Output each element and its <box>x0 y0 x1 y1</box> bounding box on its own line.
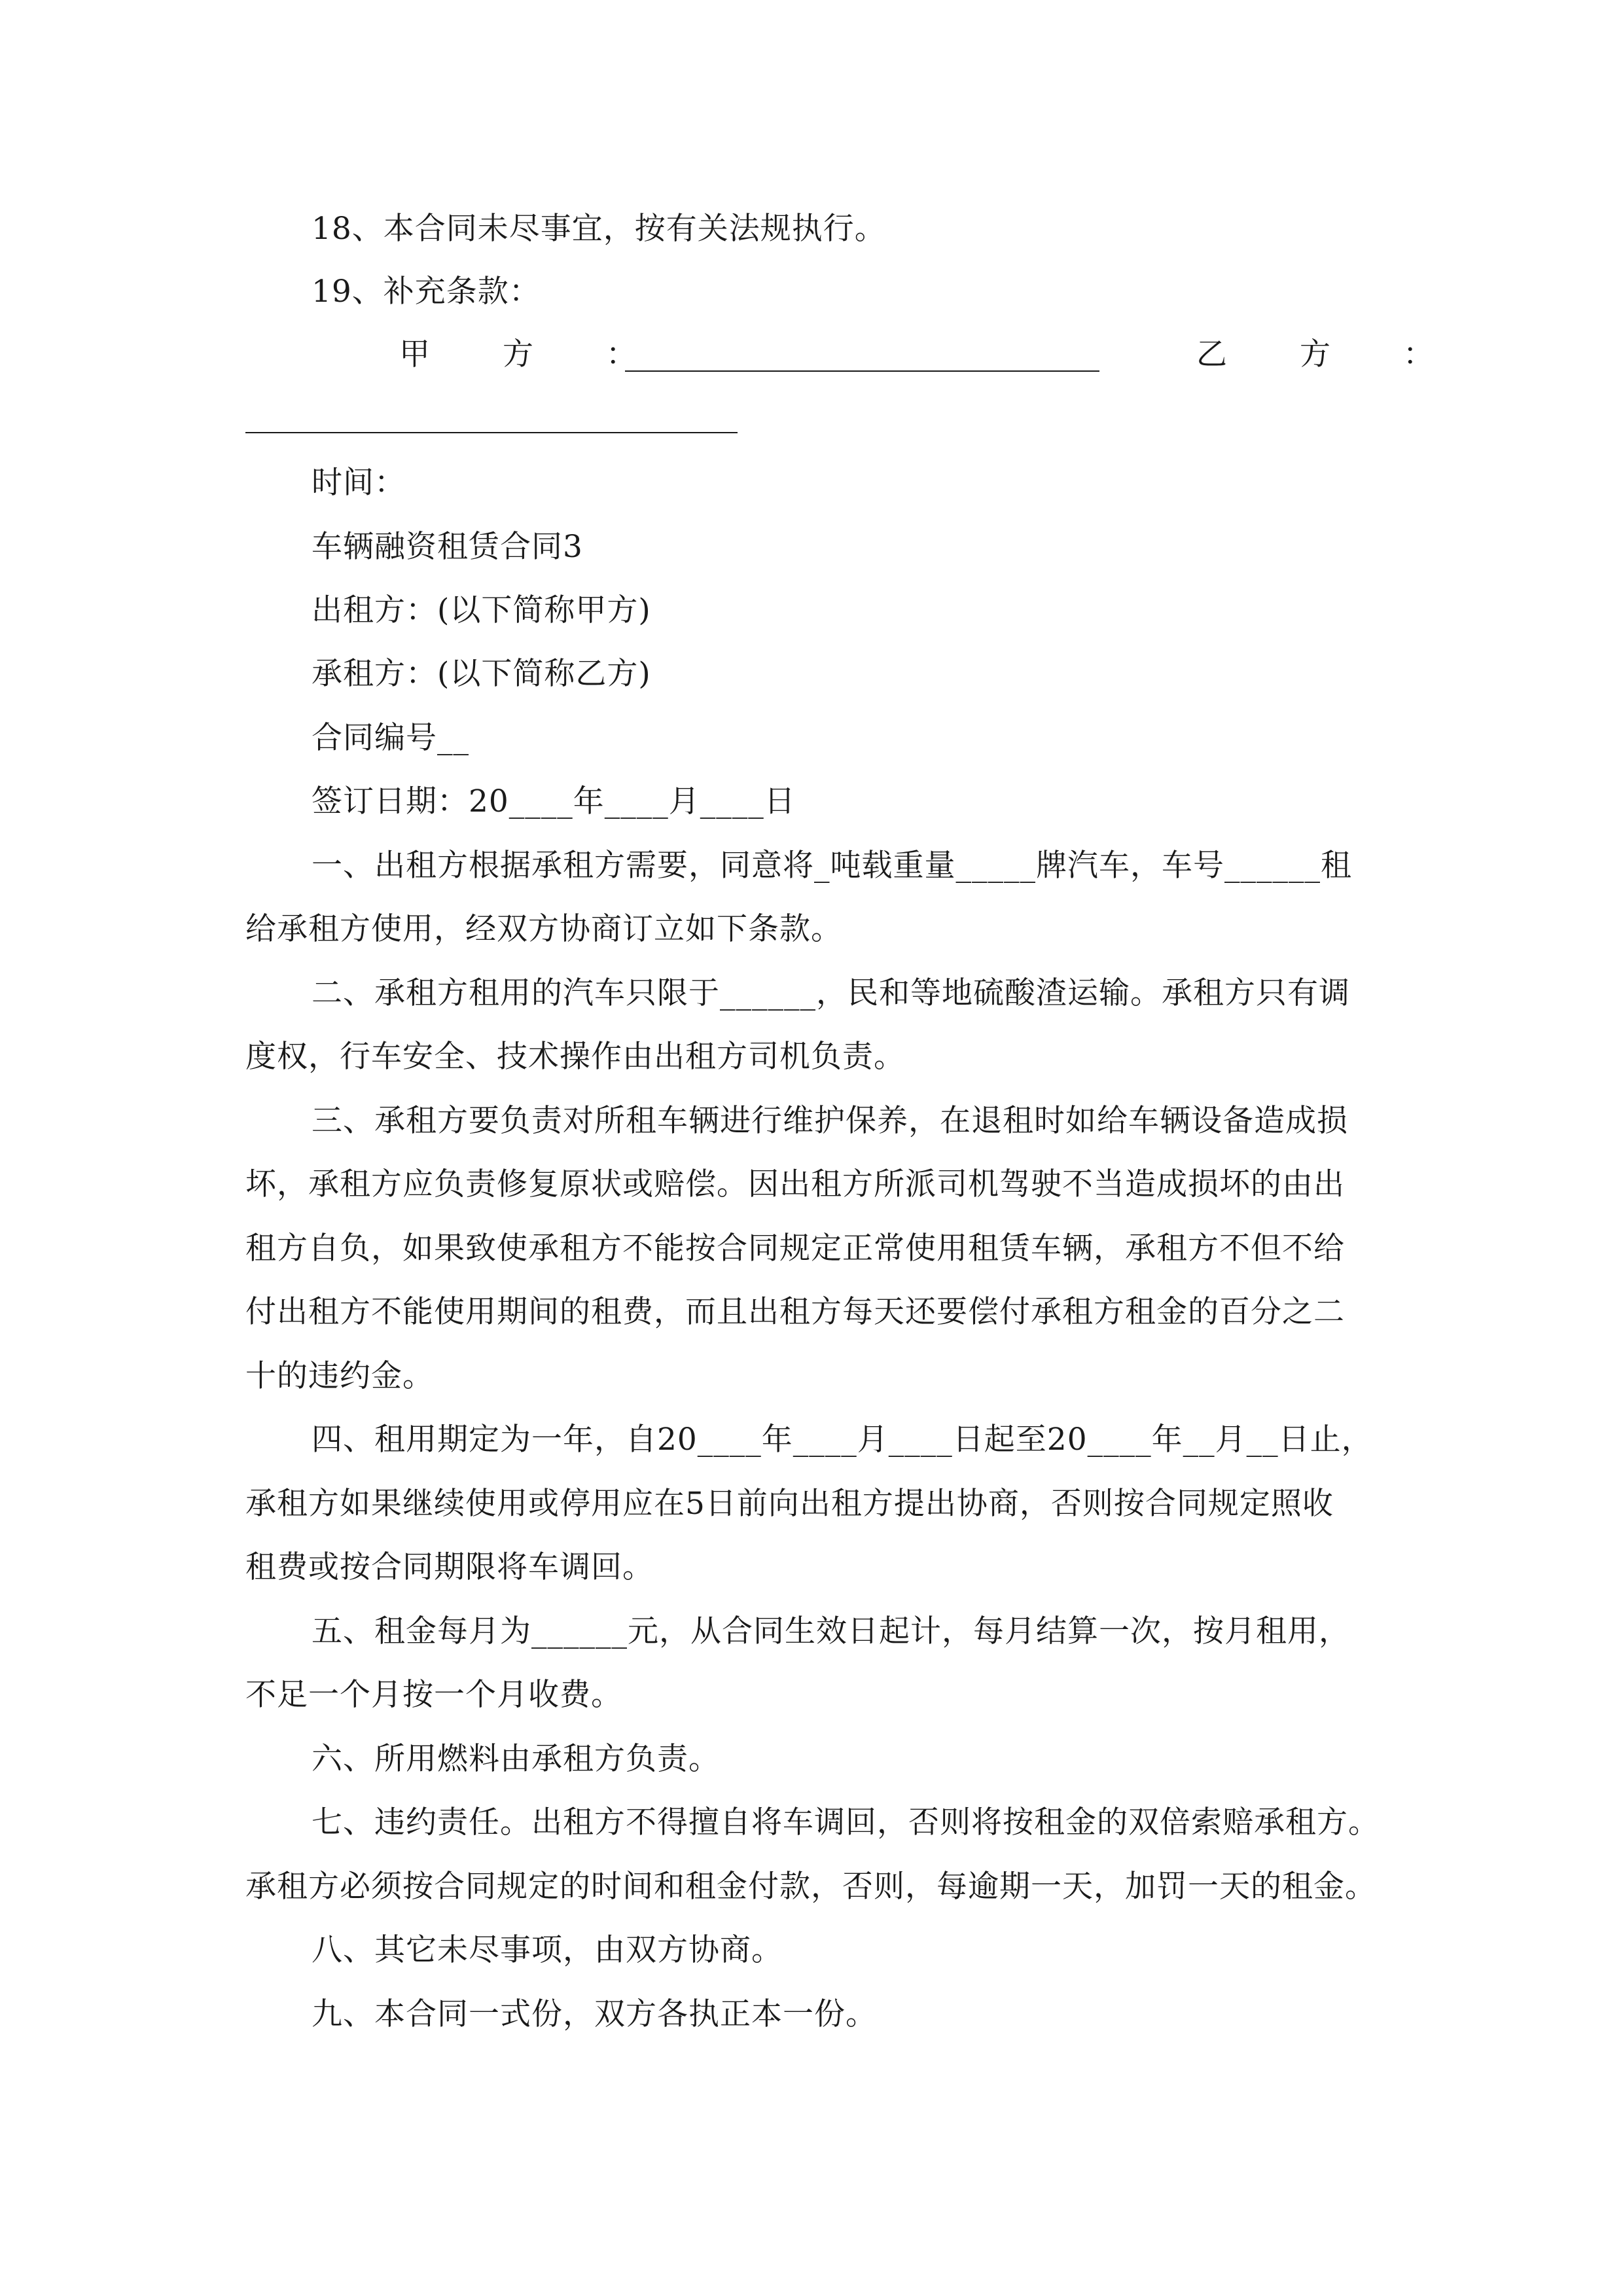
clause-2-line-1: 二、承租方租用的汽车只限于______，民和等地硫酸渣运输。承租方只有调 <box>312 975 1350 1011</box>
clause-3-line-3: 租方自负，如果致使承租方不能按合同规定正常使用租赁车辆，承租方不但不给 <box>245 1230 1345 1266</box>
lessee-line: 承租方：(以下简称乙方) <box>312 656 651 692</box>
party-a-signature-line <box>625 370 1099 372</box>
clause-5-line-2: 不足一个月按一个月收费。 <box>245 1677 622 1713</box>
contract-title: 车辆融资租赁合同3 <box>312 529 583 565</box>
party-a-label: 甲 方 ： <box>399 336 668 372</box>
lessor-line: 出租方：(以下简称甲方) <box>312 592 651 628</box>
clause-6: 六、所用燃料由承租方负责。 <box>312 1741 720 1777</box>
clause-8: 八、其它未尽事项，由双方协商。 <box>312 1932 783 1968</box>
clause-2-line-2: 度权，行车安全、技术操作由出租方司机负责。 <box>245 1039 905 1075</box>
clause-3-line-5: 十的违约金。 <box>245 1358 434 1394</box>
clause-3-line-1: 三、承租方要负责对所租车辆进行维护保养，在退租时如给车辆设备造成损 <box>312 1103 1348 1139</box>
clause-4-line-2: 承租方如果继续使用或停用应在5日前向出租方提出协商，否则按合同规定照收 <box>245 1486 1334 1522</box>
clause-1-line-1: 一、出租方根据承租方需要，同意将_吨载重量_____牌汽车，车号______租 <box>312 848 1352 884</box>
clause-9: 九、本合同一式份，双方各执正本一份。 <box>312 1996 877 2032</box>
clause-4-line-3: 租费或按合同期限将车调回。 <box>245 1549 654 1585</box>
clause-3-line-4: 付出租方不能使用期间的租费，而且出租方每天还要偿付承租方租金的百分之二 <box>245 1294 1345 1330</box>
clause-1-line-2: 给承租方使用，经双方协商订立如下条款。 <box>245 911 842 947</box>
clause-19: 19、补充条款： <box>312 274 541 310</box>
contract-number-line: 合同编号__ <box>312 720 469 756</box>
sign-date-line: 签订日期：20____年____月____日 <box>312 783 796 819</box>
party-b-label: 乙 方 ： <box>1196 336 1465 372</box>
clause-7-line-1: 七、违约责任。出租方不得擅自将车调回，否则将按租金的双倍索赔承租方。 <box>312 1804 1380 1840</box>
party-b-signature-line <box>245 432 738 433</box>
clause-4-line-1: 四、租用期定为一年，自20____年____月____日起至20____年__月__日止， <box>312 1422 1373 1458</box>
time-label: 时间： <box>312 465 406 501</box>
clause-18: 18、本合同未尽事宜，按有关法规执行。 <box>312 211 886 247</box>
clause-7-line-2: 承租方必须按合同规定的时间和租金付款，否则，每逾期一天，加罚一天的租金。 <box>245 1869 1376 1905</box>
clause-5-line-1: 五、租金每月为______元，从合同生效日起计，每月结算一次，按月租用， <box>312 1613 1350 1649</box>
clause-3-line-2: 坏，承租方应负责修复原状或赔偿。因出租方所派司机驾驶不当造成损坏的由出 <box>245 1166 1345 1202</box>
